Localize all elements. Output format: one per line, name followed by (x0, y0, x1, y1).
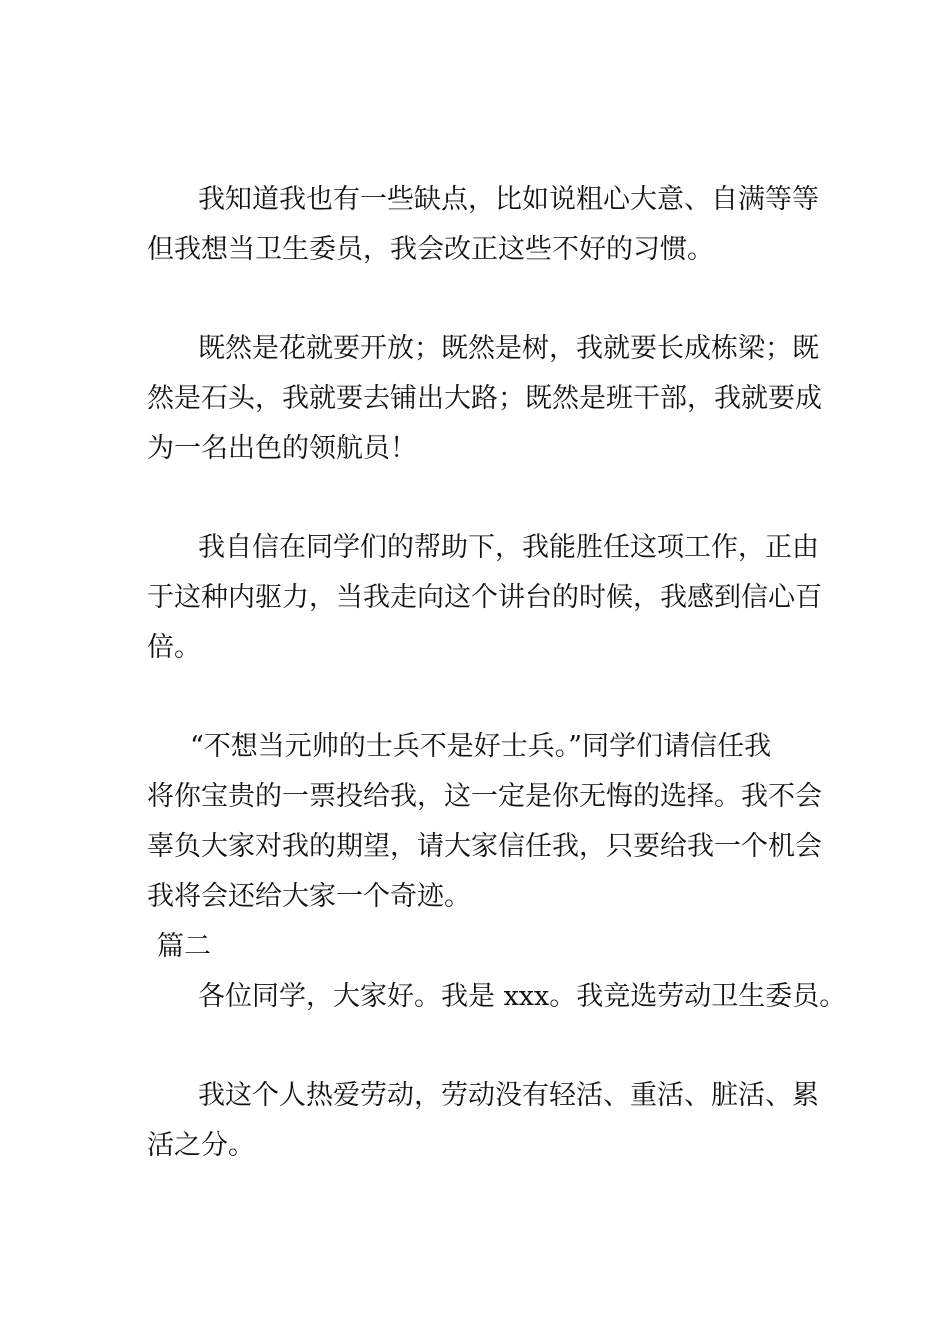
paragraph-6-line-1: 我这个人热爱劳动，劳动没有轻活、重活、脏活、累 (198, 1080, 819, 1111)
paragraph-2-line-3: 为一名出色的领航员！ (147, 433, 417, 464)
paragraph-3-line-1: 我自信在同学们的帮助下，我能胜任这项工作，正由 (198, 532, 819, 563)
paragraph-1-line-1: 我知道我也有一些缺点，比如说粗心大意、自满等等 (198, 184, 819, 215)
paragraph-6-line-2: 活之分。 (147, 1130, 255, 1161)
section-heading: 篇二 (157, 931, 211, 962)
paragraph-3-line-3: 倍。 (147, 632, 201, 663)
paragraph-4-line-2: 将你宝贵的一票投给我，这一定是你无悔的选择。我不会 (147, 781, 822, 812)
paragraph-2-line-1: 既然是花就要开放；既然是树，我就要长成栋梁；既 (198, 333, 819, 364)
paragraph-5-line-1: 各位同学，大家好。我是 xxx。我竞选劳动卫生委员。 (198, 981, 847, 1012)
paragraph-4-line-1: “不想当元帅的士兵不是好士兵。”同学们请信任我 (190, 731, 772, 762)
paragraph-4-line-3: 辜负大家对我的期望，请大家信任我，只要给我一个机会 (147, 831, 822, 862)
paragraph-1-line-2: 但我想当卫生委员，我会改正这些不好的习惯。 (147, 234, 714, 265)
paragraph-3-line-2: 于这种内驱力，当我走向这个讲台的时候，我感到信心百 (147, 582, 822, 613)
paragraph-4-line-4: 我将会还给大家一个奇迹。 (147, 881, 471, 912)
paragraph-2-line-2: 然是石头，我就要去铺出大路；既然是班干部，我就要成 (147, 383, 822, 414)
